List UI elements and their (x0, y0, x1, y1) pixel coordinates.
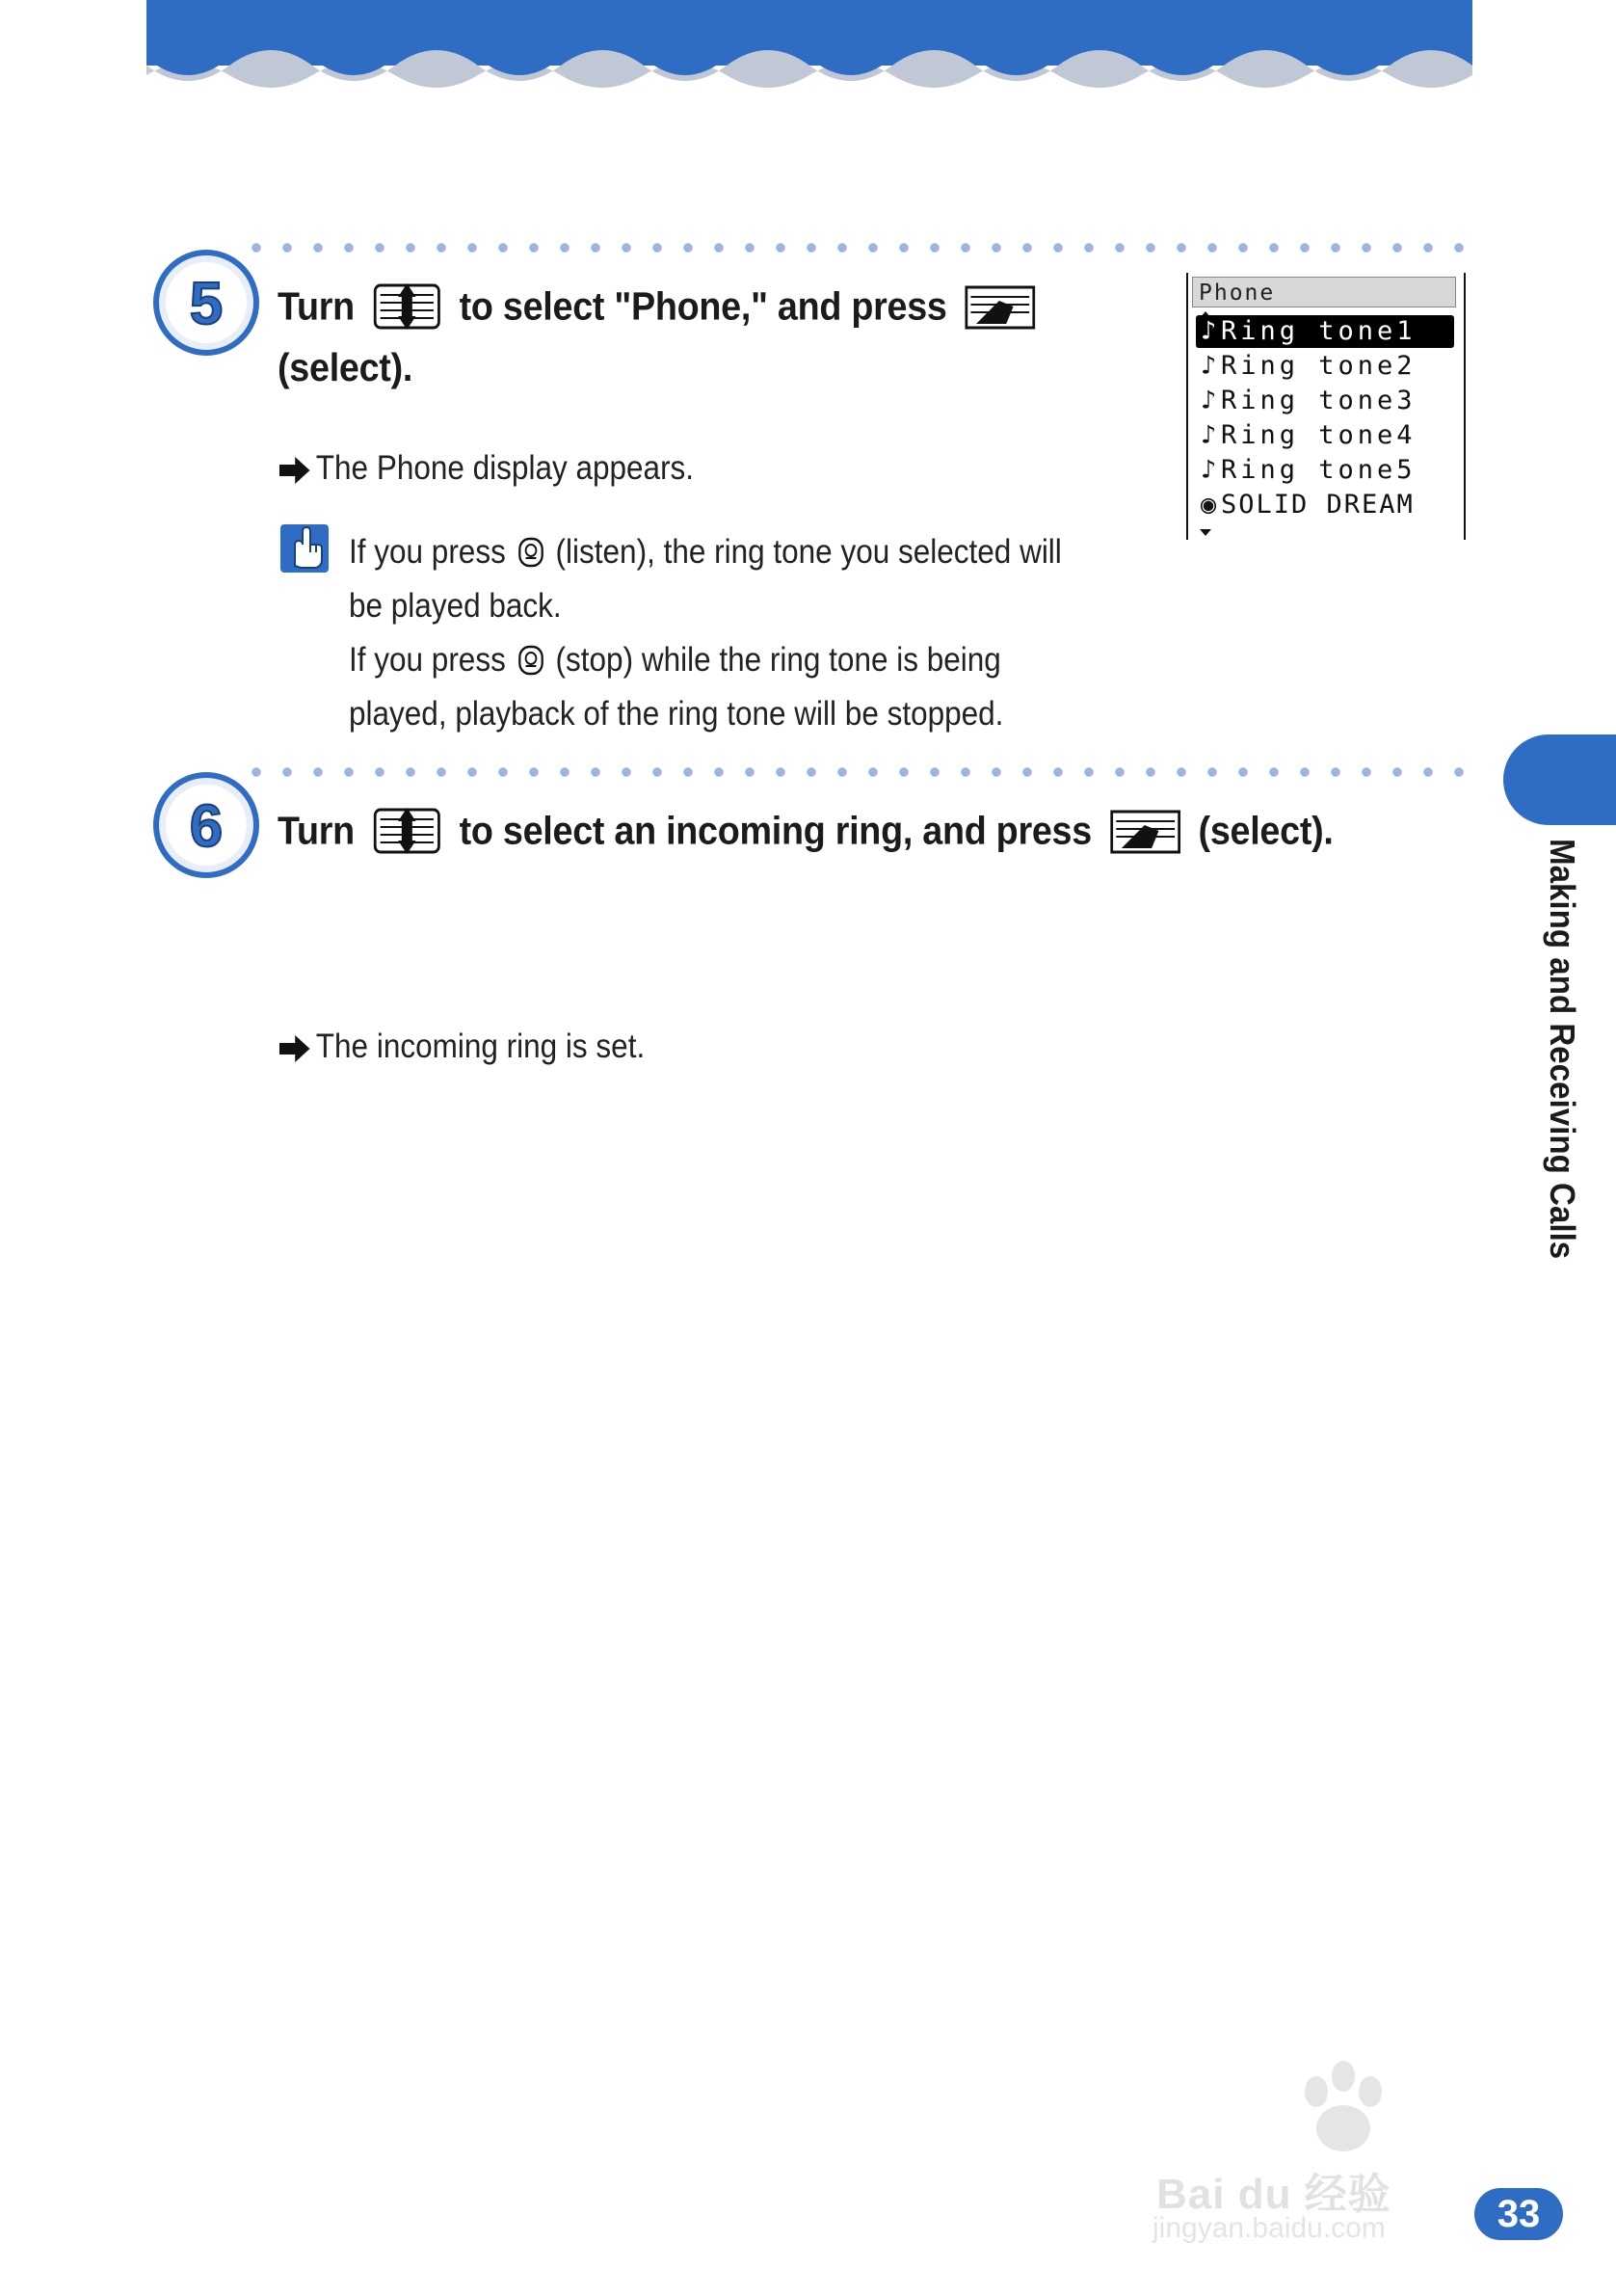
note-line-3 (349, 633, 1062, 687)
step-5-result-text: The Phone display appears. (315, 449, 695, 487)
ring-tone-item (1196, 419, 1454, 452)
jog-dial-icon (371, 806, 442, 856)
step-6-number: 6 (189, 793, 224, 860)
chapter-tab (1503, 734, 1616, 825)
step-6-result (279, 1028, 645, 1066)
step-6-heading-part3: (select). (1198, 808, 1334, 853)
ring-tone-item (1196, 315, 1454, 348)
step-5-heading-part1: Turn (278, 283, 355, 329)
ring-tone-item (1196, 489, 1454, 521)
ring-tone-label: Ring tone3 (1221, 386, 1417, 415)
select-key-icon (1109, 806, 1181, 856)
paw-logo-icon (1287, 2053, 1403, 2159)
select-key-icon (964, 281, 1036, 332)
ring-tone-label: Ring tone1 (1221, 316, 1417, 346)
watermark-brand: Bai du 经验 (1156, 2171, 1391, 2218)
step-6-heading-part2: to select an incoming ring, and press (459, 808, 1092, 853)
ring-tone-label: Ring tone5 (1221, 455, 1417, 485)
ring-tone-label: Ring tone2 (1221, 351, 1417, 381)
stop-key-icon (517, 645, 543, 676)
step-divider (241, 765, 1465, 779)
ring-tone-item (1196, 350, 1454, 383)
note-line-1 (349, 525, 1062, 579)
step-6-heading (278, 806, 1334, 856)
top-banner (146, 0, 1472, 98)
phone-screen (1186, 273, 1466, 540)
step-6-result-text: The incoming ring is set. (315, 1028, 646, 1065)
step-5-result (279, 449, 694, 488)
ring-tone-item (1196, 454, 1454, 487)
phone-screen-title: Phone (1192, 277, 1456, 307)
note-icon: ♪ (1200, 420, 1217, 450)
step-5-number: 5 (189, 271, 224, 337)
melody-disc-icon: ◉ (1200, 490, 1217, 520)
note-line-3a: If you press (349, 641, 506, 679)
watermark-url: jingyan.baidu.com (1152, 2212, 1386, 2244)
note-line-1a: If you press (349, 533, 506, 571)
right-arrow-icon (279, 456, 310, 485)
step-divider (241, 241, 1465, 254)
scroll-down-icon (1200, 529, 1211, 536)
note-icon: ♪ (1200, 316, 1217, 346)
ring-tone-label: Ring tone4 (1221, 420, 1417, 450)
note-line-1b: (listen), the ring tone you selected will (555, 533, 1062, 571)
ring-tone-item (1196, 385, 1454, 417)
note-line-3b: (stop) while the ring tone is being (555, 641, 1001, 679)
step-6-badge (152, 771, 260, 879)
note-line-2: be played back. (349, 587, 562, 625)
right-arrow-icon (279, 1034, 310, 1063)
page-number: 33 (1474, 2188, 1563, 2240)
note-icon: ♪ (1200, 351, 1217, 381)
step-5-note (349, 525, 1062, 741)
step-5-heading-part3: (select). (278, 345, 413, 390)
step-5-heading-part2: to select "Phone," and press (459, 283, 947, 329)
ring-tone-label: SOLID DREAM (1221, 490, 1415, 520)
pointing-hand-icon (279, 523, 330, 574)
section-label: Making and Receiving Calls (1543, 839, 1582, 1260)
step-5-badge (152, 249, 260, 357)
step-6-heading-part1: Turn (278, 808, 355, 853)
note-line-4: played, playback of the ring tone will be stopped. (349, 695, 1004, 733)
jog-dial-icon (371, 281, 442, 332)
note-icon: ♪ (1200, 455, 1217, 485)
listen-key-icon (517, 537, 543, 568)
note-icon: ♪ (1200, 386, 1217, 415)
step-5-heading (278, 281, 1044, 390)
